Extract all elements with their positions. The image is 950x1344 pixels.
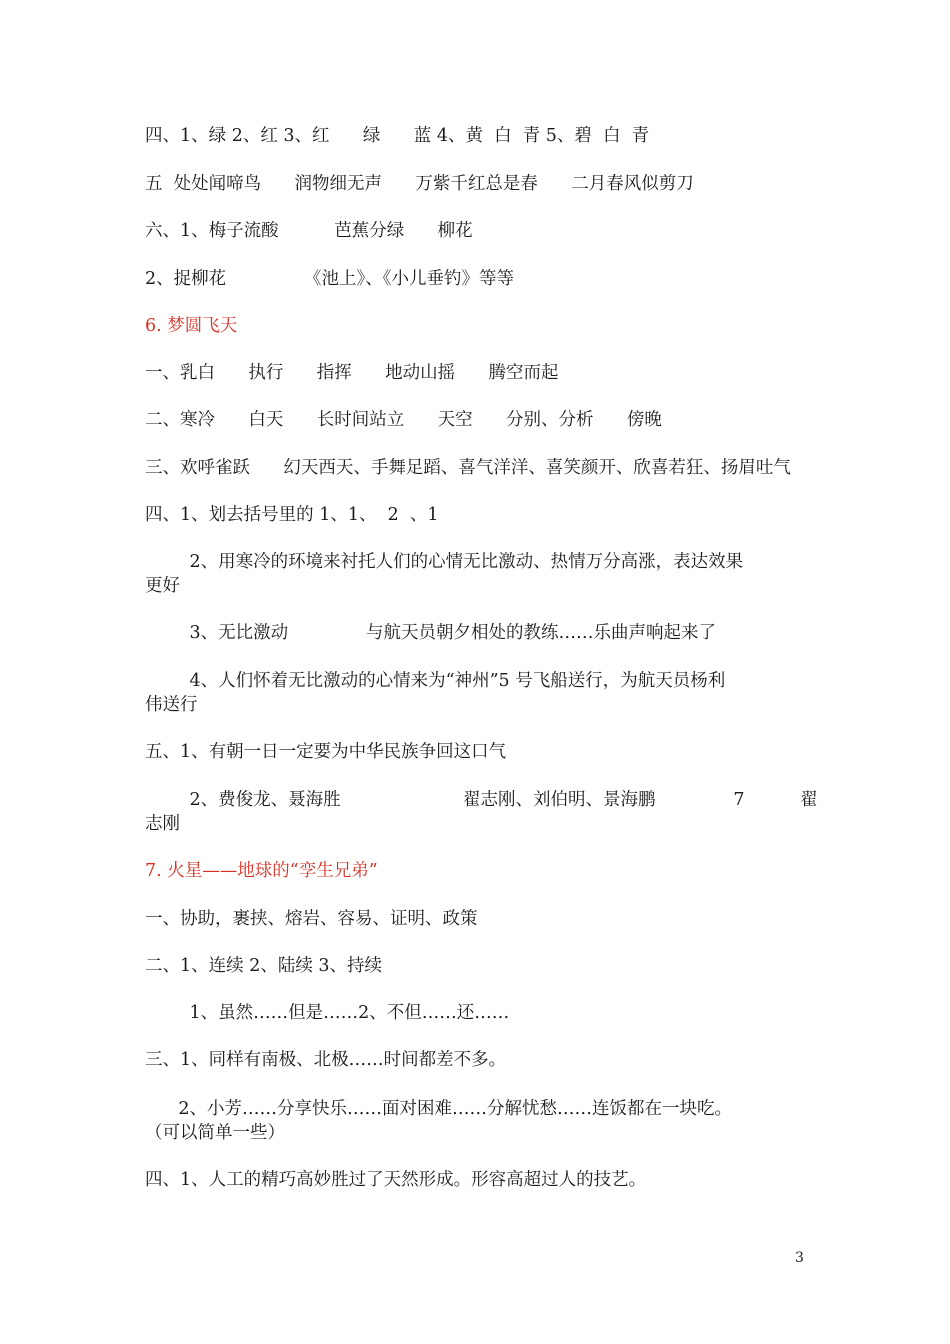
answer-line-5-2-cont: 志刚 [145,814,180,834]
answer-line-3: 三、欢呼雀跃 幻天西天、手舞足蹈、喜气洋洋、喜笑颜开、欣喜若狂、扬眉吐气 [145,458,791,478]
answer-line-m4-1: 四、1、人工的精巧高妙胜过了天然形成。形容高超过人的技艺。 [145,1170,647,1190]
answer-line-5-1: 五、1、有朝一日一定要为中华民族争回这口气 [145,742,507,762]
answer-line-m3-1: 三、1、同样有南极、北极……时间都差不多。 [145,1050,507,1070]
answer-line-6-2: 2、捉柳花 《池上》、《小儿垂钓》等等 [145,269,515,289]
answer-line-4-2-cont: 更好 [145,576,180,596]
answer-line-4-3: 3、无比激动 与航天员朝夕相处的教练……乐曲声响起来了 [145,623,717,643]
answer-line-4-1: 四、1、划去括号里的 1、1、 2 、1 [145,505,439,525]
answer-line-4-4-cont: 伟送行 [145,695,198,715]
answer-line-6-1: 六、1、梅子流酸 芭蕉分绿 柳花 [145,221,473,241]
answer-line-m3-2-note: （可以简单一些） [145,1123,285,1143]
section-heading-dream-flight: 6. 梦圆飞天 [145,316,238,336]
answer-line-4-4: 4、人们怀着无比激动的心情来为“神州”5 号飞船送行，为航天员杨利 [145,671,726,691]
answer-line-4-2: 2、用寒冷的环境来衬托人们的心情无比激动、热情万分高涨，表达效果 [145,552,744,572]
answer-line-1: 一、乳白 执行 指挥 地动山摇 腾空而起 [145,363,559,383]
section-heading-mars: 7. 火星——地球的“孪生兄弟” [145,861,378,881]
answer-line-5-poems: 五 处处闻啼鸟 润物细无声 万紫千红总是春 二月春风似剪刀 [145,174,694,194]
answer-line-4-colors: 四、1、绿 2、红 3、红 绿 蓝 4、黄 白 青 5、碧 白 青 [145,126,650,146]
answer-line-m2-2: 1、虽然……但是……2、不但……还…… [145,1003,510,1023]
answer-line-5-2: 2、费俊龙、聂海胜 翟志刚、刘伯明、景海鹏 7 翟 [145,790,818,810]
page-number: 3 [795,1250,804,1266]
answer-line-m3-2: 2、小芳……分享快乐……面对困难……分解忧愁……连饭都在一块吃。 [145,1099,733,1119]
answer-line-m1: 一、协助，裹挟、熔岩、容易、证明、政策 [145,909,478,929]
answer-line-m2-1: 二、1、连续 2、陆续 3、持续 [145,956,383,976]
answer-line-2: 二、寒冷 白天 长时间站立 天空 分别、分析 傍晚 [145,410,662,430]
